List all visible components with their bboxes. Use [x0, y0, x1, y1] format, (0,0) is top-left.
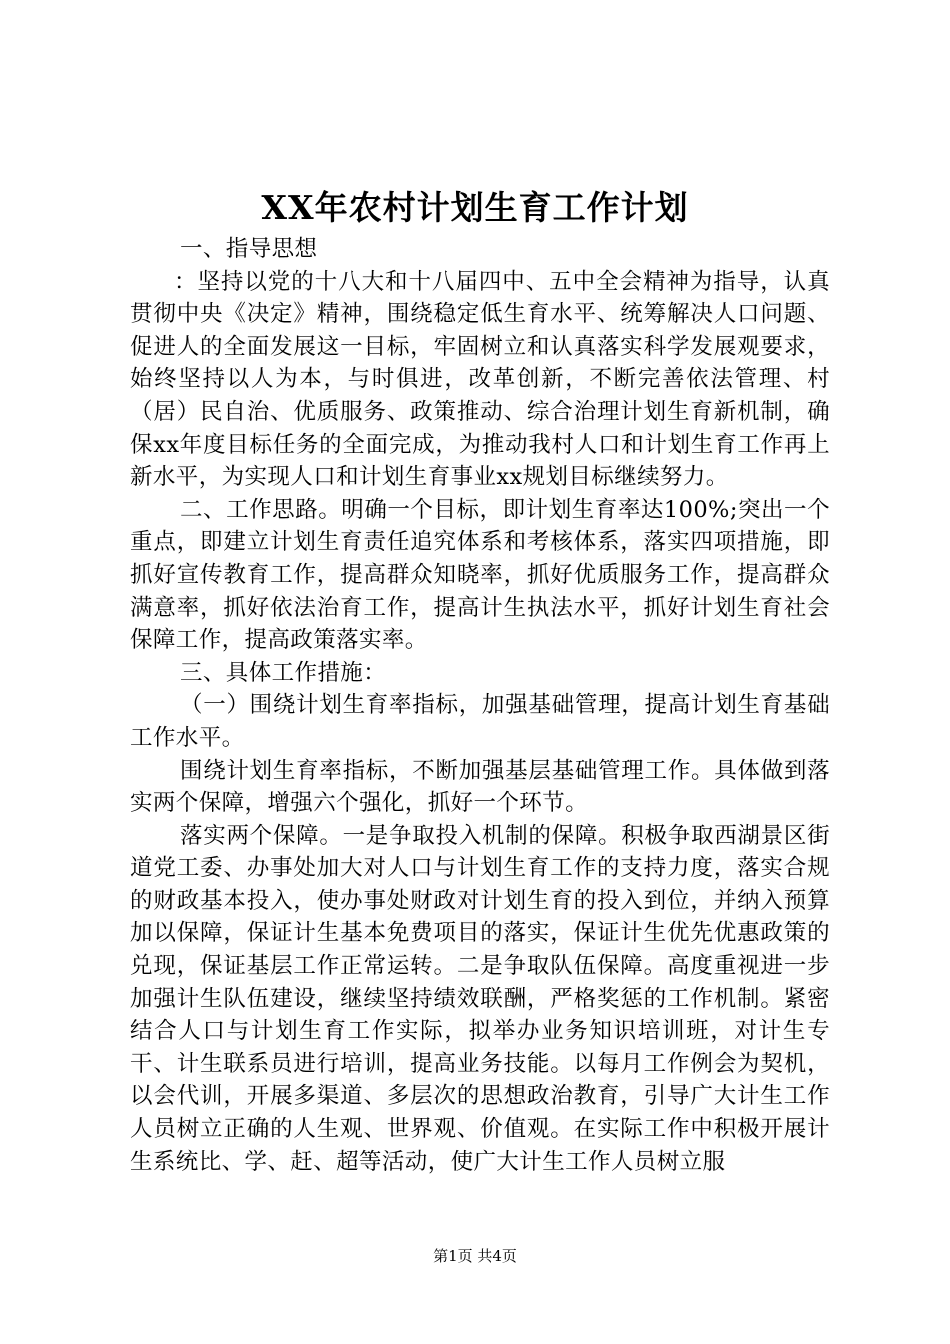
- paragraph-two-guarantees: 落实两个保障。一是争取投入机制的保障。积极争取西湖景区街道党工委、办事处加大对人口与计划生育工作的支持力度，落实合规的财政基本投入，使办事处财政对计划生育的投入到位，并纳入预算加以保障，保证计生基本免费项目的落实，保证计生优先优惠政策的兑现，保证基层工作正常运转。二是争取队伍保障。高度重视进一步加强计生队伍建设，继续坚持绩效联酬，严格奖惩的工作机制。紧密结合人口与计划生育工作实际，拟举办业务知识培训班，对计生专干、计生联系员进行培训，提高业务技能。以每月工作例会为契机，以会代训，开展多渠道、多层次的思想政治教育，引导广大计生工作人员树立正确的人生观、世界观、价值观。在实际工作中积极开展计生系统比、学、赶、超等活动，使广大计生工作人员树立服: [130, 822, 830, 1175]
- section-heading-specific-measures: 三、具体工作措施：: [180, 659, 387, 686]
- document-title: XX年农村计划生育工作计划: [261, 188, 689, 227]
- section-heading-guiding-ideology: 一、指导思想: [180, 236, 318, 262]
- paragraph-guiding-ideology: ：坚持以党的十八大和十八届四中、五中全会精神为指导，认真贯彻中央《决定》精神，围绕稳定低生育水平、统筹解决人口问题、促进人的全面发展这一目标，牢固树立和认真落实科学发展观要求，始终坚持以人为本，与时俱进，改革创新，不断完善依法管理、村（居）民自治、优质服务、政策推动、综合治理计划生育新机制，确保xx年度目标任务的全面完成，为推动我村人口和计划生育工作再上新水平，为实现人口和计划生育事业xx规划目标继续努力。: [130, 268, 830, 491]
- subsection-heading-1: （一）围绕计划生育率指标，加强基础管理，提高计划生育基础工作水平。: [130, 692, 830, 751]
- paragraph-work-approach: 二、工作思路。明确一个目标，即计划生育率达100%;突出一个重点，即建立计划生育责任追究体系和考核体系，落实四项措施，即抓好宣传教育工作，提高群众知晓率，抓好优质服务工作，提高群众满意率，抓好依法治育工作，提高计生执法水平，抓好计划生育社会保障工作，提高政策落实率。: [130, 496, 830, 654]
- page-footer: 第1页 共4页: [433, 1247, 517, 1265]
- document-body: [130, 233, 830, 1178]
- paragraph-basic-management: 围绕计划生育率指标，不断加强基层基础管理工作。具体做到落实两个保障，增强六个强化，抓好一个环节。: [130, 757, 830, 817]
